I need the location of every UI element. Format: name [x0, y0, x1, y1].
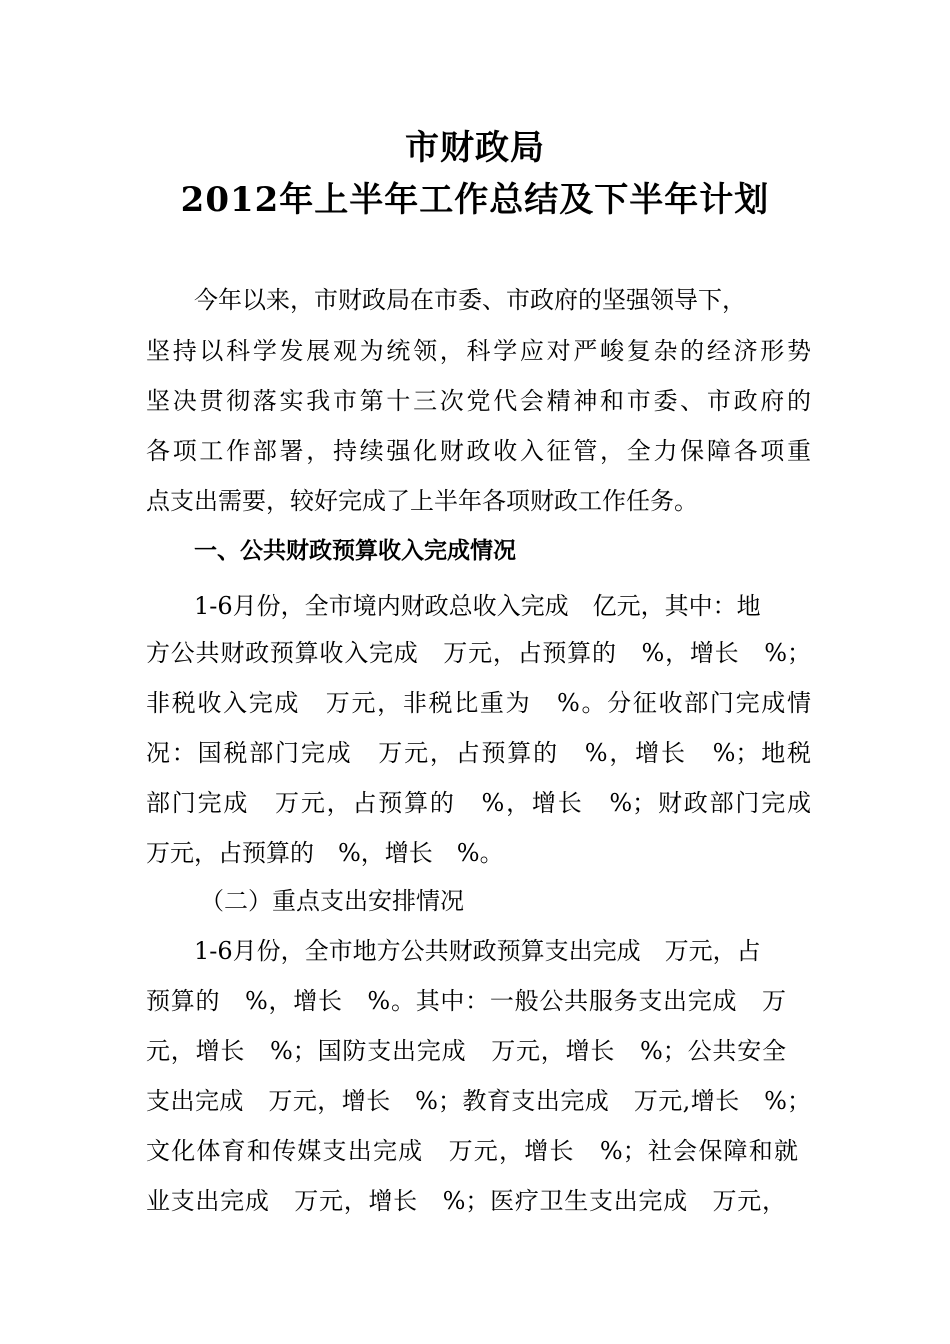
section1-line-5: 部门完成 万元，占预算的 %，增长 %；财政部门完成: [146, 789, 811, 817]
intro-line-1: 今年以来，市财政局在市委、市政府的坚强领导下，: [194, 286, 746, 314]
intro-line-4: 各项工作部署，持续强化财政收入征管，全力保障各项重: [146, 437, 811, 465]
section2-line-1: 1-6月份，全市地方公共财政预算支出完成 万元，占: [194, 937, 761, 965]
section1-line-6: 万元，占预算的 %，增长 %。: [146, 839, 504, 867]
section1-line-3: 非税收入完成 万元，非税比重为 %。分征收部门完成情: [146, 689, 811, 717]
document-title-line1: 市财政局: [405, 128, 545, 168]
section2-line-6: 业支出完成 万元，增长 %；医疗卫生支出完成 万元，: [146, 1187, 786, 1215]
section2-line-2: 预算的 %，增长 %。其中：一般公共服务支出完成 万: [146, 987, 786, 1015]
document-title-line2: 2012年上半年工作总结及下半年计划: [180, 180, 770, 220]
section1-line-2: 方公共财政预算收入完成 万元，占预算的 %，增长 %；: [146, 639, 811, 667]
section2-heading: （二）重点支出安排情况: [200, 887, 464, 915]
section1-line-4: 况：国税部门完成 万元，占预算的 %，增长 %；地税: [146, 739, 811, 767]
section1-line-1: 1-6月份，全市境内财政总收入完成 亿元，其中：地: [194, 592, 761, 620]
intro-line-2: 坚持以科学发展观为统领，科学应对严峻复杂的经济形势: [146, 337, 811, 365]
section1-heading: 一、公共财政预算收入完成情况: [194, 538, 516, 564]
section2-line-5: 文化体育和传媒支出完成 万元，增长 %；社会保障和就: [146, 1137, 798, 1165]
section2-line-4: 支出完成 万元，增长 %；教育支出完成 万元,增长 %；: [146, 1087, 811, 1115]
intro-line-3: 坚决贯彻落实我市第十三次党代会精神和市委、市政府的: [146, 387, 811, 415]
section2-line-3: 元，增长 %；国防支出完成 万元，增长 %；公共安全: [146, 1037, 786, 1065]
intro-line-5: 点支出需要，较好完成了上半年各项财政工作任务。: [146, 487, 698, 515]
